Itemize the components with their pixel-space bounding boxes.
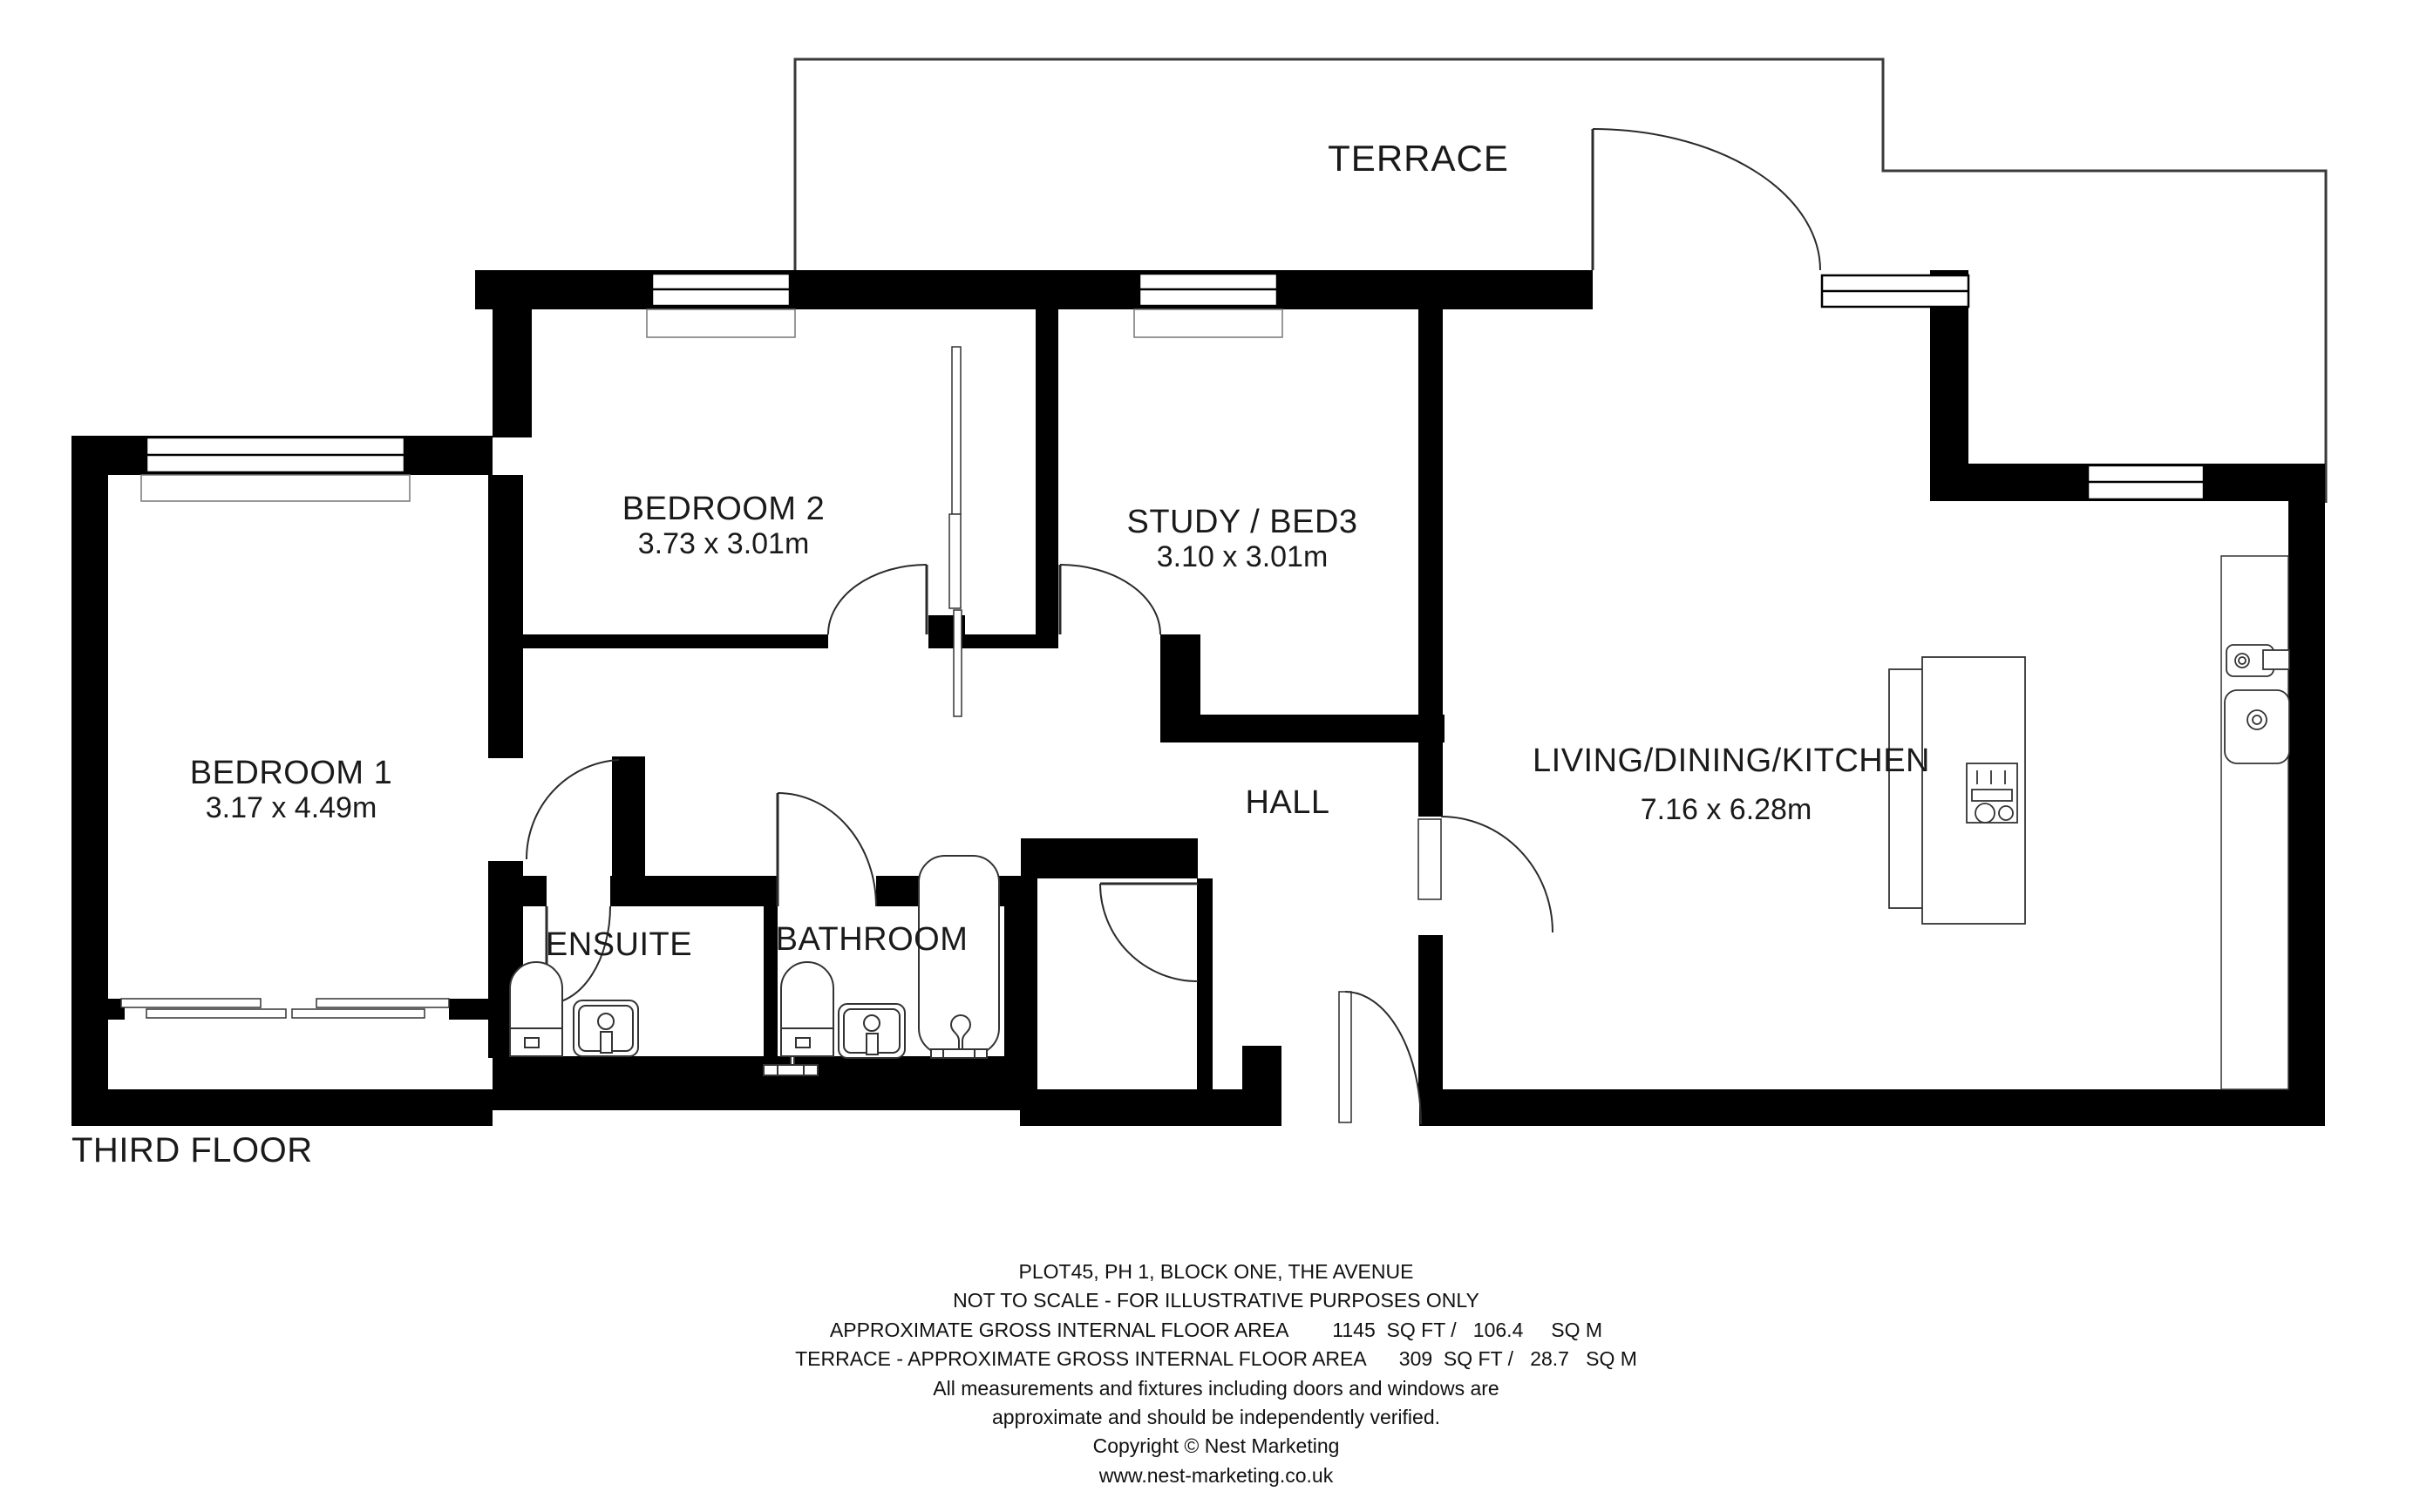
footer-copyright: Copyright © Nest Marketing [1092, 1434, 1340, 1457]
toilet-icon-ensuite [510, 962, 562, 1056]
sink-icon-bathroom [839, 1004, 905, 1058]
room-label-ensuite: ENSUITE [545, 926, 693, 963]
kitchen-sink-icon [2225, 645, 2289, 763]
room-dims-bedroom2: 3.73 x 3.01m [637, 527, 810, 560]
room-dims-study: 3.10 x 3.01m [1156, 540, 1329, 573]
room-dims-living: 7.16 x 6.28m [1640, 793, 1812, 826]
room-label-bedroom2: BEDROOM 2 [622, 491, 826, 527]
door-swing-icon-living [1418, 817, 1553, 932]
terrace-label: TERRACE [1328, 138, 1509, 179]
room-label-living: LIVING/DINING/KITCHEN [1533, 742, 1930, 779]
kitchen-counter [2221, 556, 2288, 1089]
room-label-bedroom1: BEDROOM 1 [189, 755, 393, 791]
door-swing-icon-terrace [1593, 129, 1820, 270]
footer-disclaimer-scale: NOT TO SCALE - FOR ILLUSTRATIVE PURPOSES ONLY [953, 1289, 1479, 1312]
room-dims-bedroom1: 3.17 x 4.49m [205, 791, 377, 824]
door-swing-icon-study [1060, 565, 1160, 634]
room-label-hall: HALL [1245, 784, 1330, 821]
footer-area-terrace: TERRACE - APPROXIMATE GROSS INTERNAL FLOOR AREA 309 SQ FT / 28.7 SQ M [795, 1347, 1637, 1370]
door-swing-icon-store [1100, 884, 1198, 981]
floor-label: THIRD FLOOR [71, 1131, 313, 1170]
room-label-bathroom: BATHROOM [775, 921, 969, 958]
window-icon-bedroom1-bottom [121, 999, 449, 1018]
sliding-panel-icon [949, 347, 962, 716]
window-icon-living-right-step [2088, 465, 2204, 499]
door-swing-icon-bedroom2 [828, 565, 927, 634]
footer-website: www.nest-marketing.co.uk [1098, 1464, 1334, 1487]
door-swing-icon-entrance [1339, 992, 1421, 1124]
toilet-icon-bathroom [781, 962, 833, 1056]
window-icon-bedroom2-top [647, 274, 795, 337]
sink-icon-ensuite [574, 1000, 638, 1056]
door-swing-icon-bathroom [778, 793, 876, 906]
footer-address: PLOT45, PH 1, BLOCK ONE, THE AVENUE [1018, 1260, 1414, 1283]
room-label-study: STUDY / BED3 [1126, 504, 1358, 540]
hob-icon [1967, 763, 2017, 823]
footer-measurements-2: approximate and should be independently verified. [991, 1406, 1441, 1428]
door-swing-icon-bedroom1 [527, 760, 619, 859]
window-icon-living-top [1822, 275, 1968, 307]
footer-area-internal: APPROXIMATE GROSS INTERNAL FLOOR AREA 1145 SQ FT / 106.4 SQ M [829, 1319, 1603, 1341]
footer-measurements-1: All measurements and fixtures including doors and windows are [933, 1377, 1499, 1400]
window-icon-study-top [1134, 274, 1282, 337]
window-icon-bedroom1-top [141, 437, 410, 501]
